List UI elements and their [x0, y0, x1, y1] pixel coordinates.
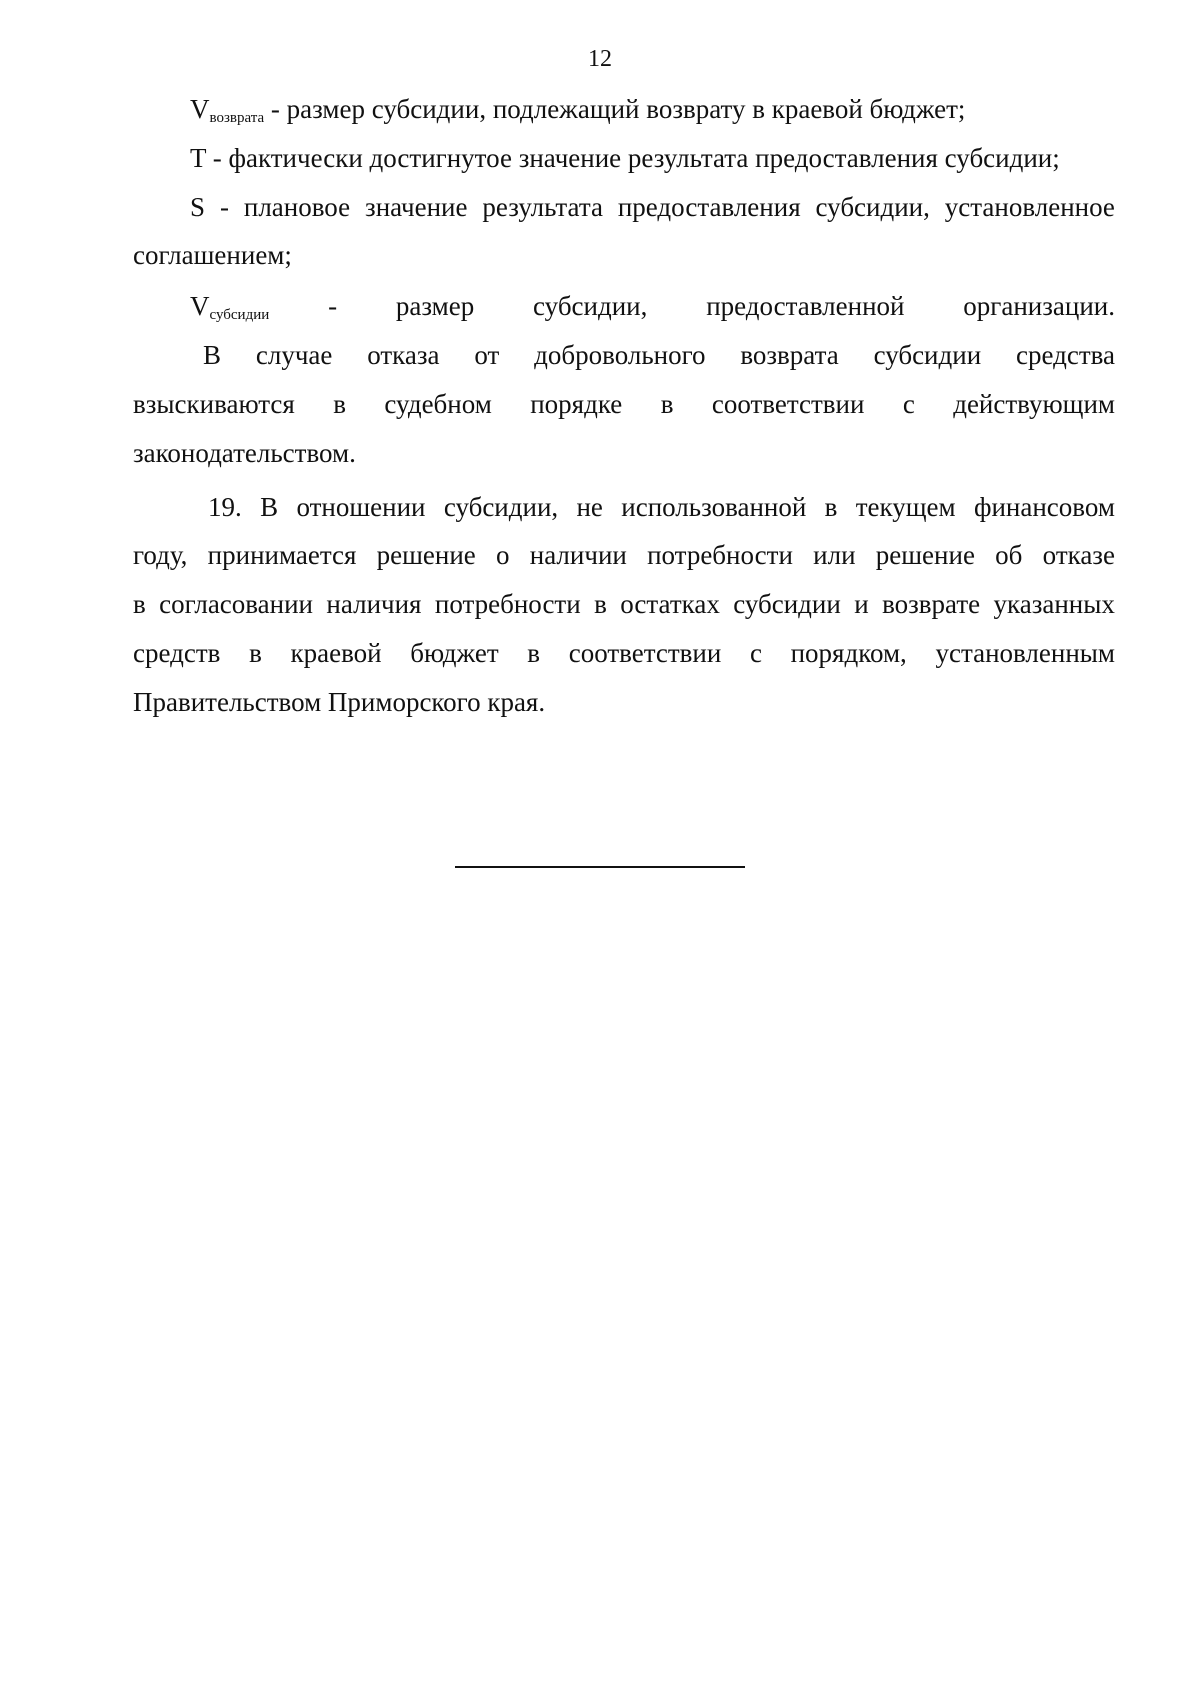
definition-v-subsidy — [190, 289, 1115, 332]
word: соответствии — [711, 389, 865, 419]
word: согласовании — [159, 589, 314, 619]
word: субсидии, — [533, 291, 648, 321]
paragraph-19-line-5 — [133, 685, 545, 719]
v-subsidy-symbol-group — [190, 289, 269, 332]
word: с — [902, 389, 915, 419]
word: или — [813, 540, 856, 570]
word: от — [474, 340, 500, 370]
word: о — [496, 540, 510, 570]
word: действующим — [953, 389, 1115, 419]
word: в — [660, 389, 674, 419]
word: В — [260, 492, 279, 522]
word: в — [594, 589, 607, 619]
word: установленное — [944, 192, 1115, 222]
paragraph-19-line-1 — [208, 490, 1115, 524]
word: в — [249, 638, 262, 668]
word: случае — [255, 340, 333, 370]
word: в — [527, 638, 541, 668]
word: предоставленной — [706, 291, 905, 321]
word: результата — [482, 192, 603, 222]
word: решение — [875, 540, 975, 570]
refusal-line-2 — [133, 387, 1115, 421]
definition-s-line-2 — [133, 238, 292, 272]
paragraph-19-line-2 — [133, 538, 1115, 572]
word: финансовом — [973, 492, 1115, 522]
word: об — [995, 540, 1023, 570]
word: наличии — [529, 540, 627, 570]
paragraph-19-line-3 — [133, 587, 1115, 621]
word: в — [133, 589, 146, 619]
word: порядке — [530, 389, 623, 419]
word: средства — [1015, 340, 1115, 370]
word: с — [749, 638, 762, 668]
word: субсидии — [733, 589, 841, 619]
word: судебном — [384, 389, 492, 419]
page-number: 12 — [588, 46, 612, 72]
refusal-line-3 — [133, 436, 356, 470]
end-of-text-rule — [455, 866, 745, 868]
word: отказе — [1042, 540, 1115, 570]
word: году, — [133, 540, 188, 570]
word: отказа — [367, 340, 440, 370]
paragraph-19-line-4 — [133, 636, 1115, 670]
word: В — [203, 340, 222, 370]
word: установленным — [935, 638, 1115, 668]
definition-t — [190, 141, 1060, 175]
word: порядком, — [790, 638, 907, 668]
word: предоставления — [617, 192, 801, 222]
word: в — [333, 389, 346, 419]
word: наличия — [326, 589, 422, 619]
word: возврата — [740, 340, 839, 370]
word: решение — [376, 540, 476, 570]
word: в — [824, 492, 838, 522]
definition-s-line-1 — [190, 190, 1115, 224]
word: взыскиваются — [133, 389, 295, 419]
word: указанных — [993, 589, 1115, 619]
word: потребности — [647, 540, 793, 570]
word: добровольного — [534, 340, 706, 370]
word: организации. — [963, 291, 1115, 321]
word: краевой — [290, 638, 382, 668]
definition-v-return — [190, 92, 965, 135]
word: использованной — [621, 492, 807, 522]
v-return-symbol: V — [190, 94, 210, 124]
word: потребности — [434, 589, 581, 619]
v-subsidy-subscript: субсидии — [209, 307, 270, 323]
t-text: T - фактически достигнутое значение результата предоставления субсидии; — [190, 143, 1060, 173]
word: остатках — [620, 589, 720, 619]
word: соответствии — [568, 638, 722, 668]
word: и — [854, 589, 869, 619]
v-return-subscript: возврата — [209, 110, 265, 126]
paragraph-19-continuation: Правительством Приморского края. — [133, 687, 546, 717]
paragraph-number: 19. — [208, 492, 242, 522]
word: размер — [395, 291, 475, 321]
s-continuation: соглашением; — [133, 240, 292, 270]
word: S — [190, 192, 206, 222]
word: не — [576, 492, 603, 522]
word: бюджет — [410, 638, 499, 668]
word: субсидии, — [443, 492, 559, 522]
word: - — [328, 291, 338, 321]
word: средств — [133, 638, 221, 668]
v-subsidy-symbol: V — [190, 291, 210, 321]
word: принимается — [207, 540, 357, 570]
v-return-text: - размер субсидии, подлежащий возврату в краевой бюджет; — [270, 94, 966, 124]
refusal-line-1 — [203, 338, 1115, 372]
word: текущем — [855, 492, 956, 522]
word: - — [219, 192, 229, 222]
word: отношении — [296, 492, 426, 522]
refusal-continuation: законодательством. — [133, 438, 356, 468]
word: плановое — [243, 192, 351, 222]
word: значение — [365, 192, 468, 222]
word: субсидии, — [815, 192, 930, 222]
word: субсидии — [873, 340, 982, 370]
word: возврате — [882, 589, 981, 619]
